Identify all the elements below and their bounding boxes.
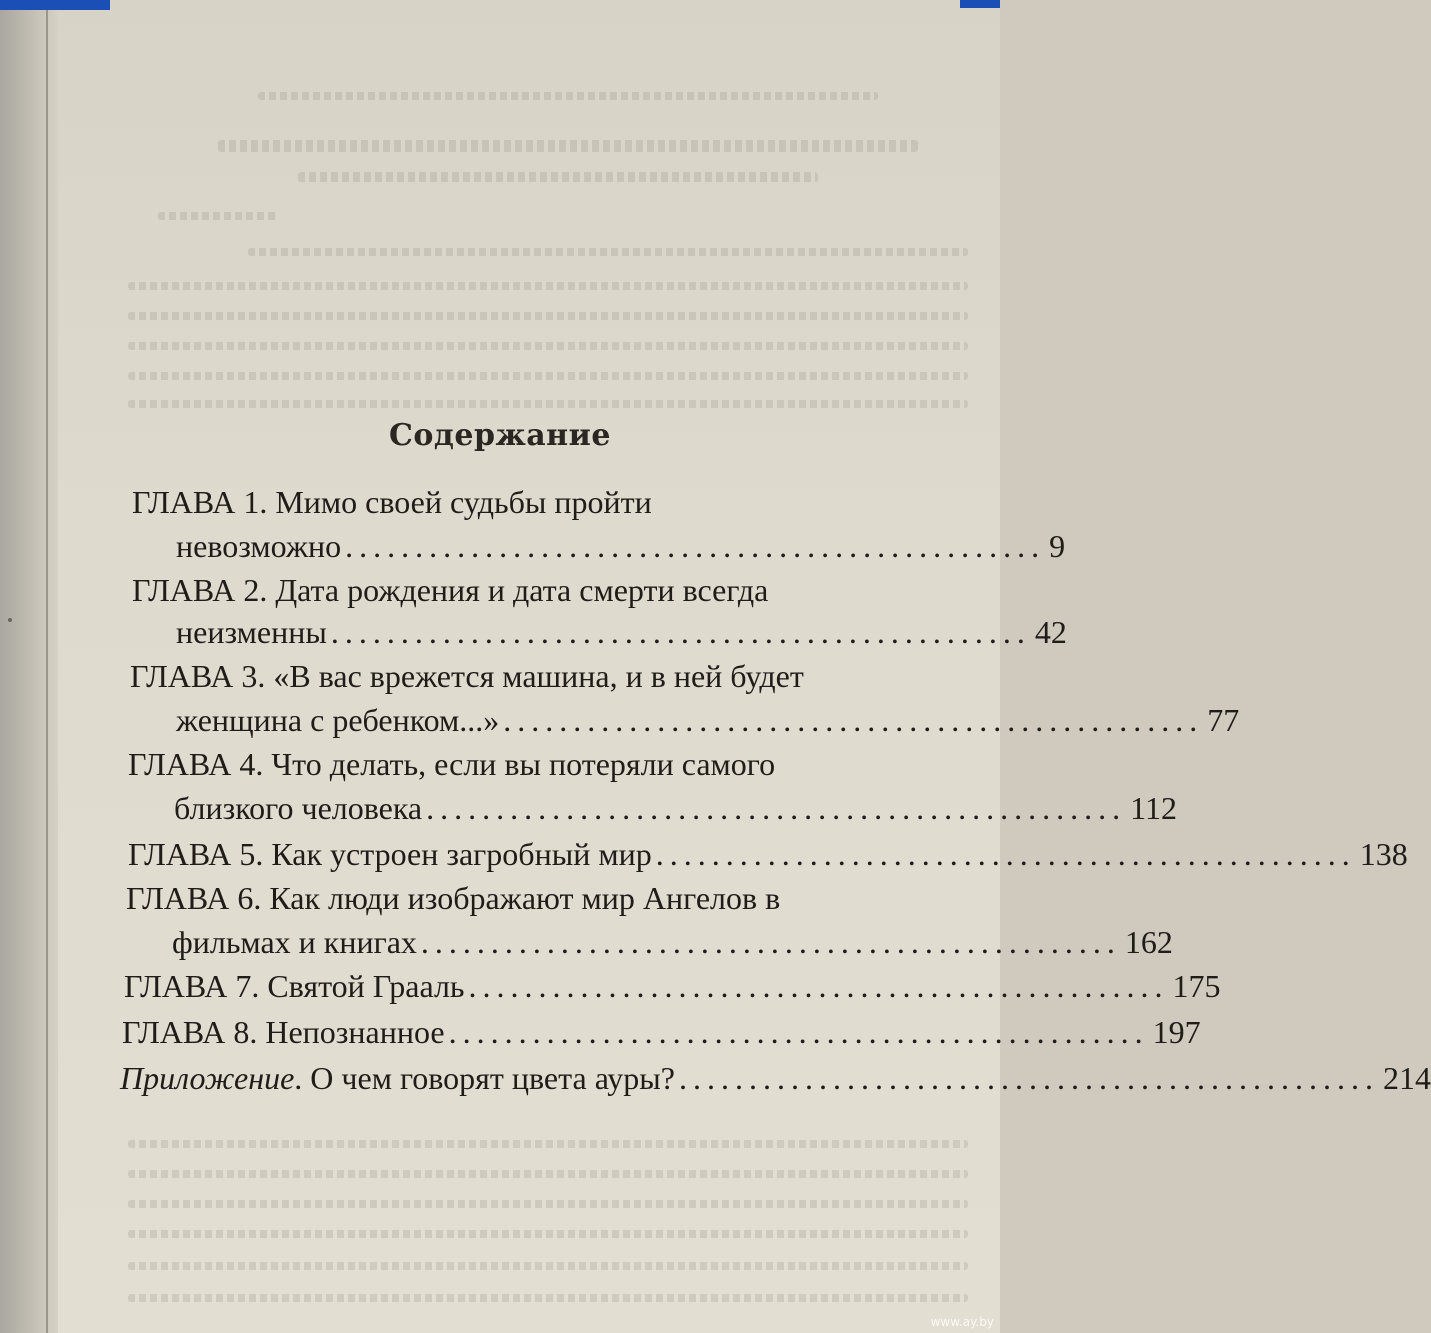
toc-entry: близкого человека .................................................. 112 [174, 790, 1177, 826]
page-number: 197 [1152, 1014, 1201, 1050]
toc-entry: неизменны .................................................. 42 [176, 614, 1067, 650]
toc-entry: ГЛАВА 7. Святой Грааль .................................................. 175 [124, 968, 1221, 1004]
toc-entry: ГЛАВА 5. Как устроен загробный мир .................................................. 138 [128, 836, 1408, 872]
site-watermark: www.ay.by [930, 1315, 994, 1329]
toc-entry-label: ГЛАВА 3. «В вас врежется машина, и в ней будет [130, 658, 804, 694]
page-number: 138 [1359, 836, 1408, 872]
page-number: 162 [1124, 924, 1173, 960]
page-number: 175 [1172, 968, 1221, 1004]
toc-entry: женщина с ребенком...» .................................................. 77 [176, 702, 1240, 738]
page-number: 42 [1034, 614, 1067, 650]
toc-entry: ГЛАВА 8. Непознанное .................................................. 197 [122, 1014, 1201, 1050]
page-number: 214 [1382, 1060, 1431, 1096]
toc-entry-label: ГЛАВА 2. Дата рождения и дата смерти всегда [132, 572, 769, 608]
toc-entry: фильмах и книгах .................................................. 162 [172, 924, 1173, 960]
page-number: 9 [1049, 528, 1066, 564]
toc-entry-label: ГЛАВА 4. Что делать, если вы потеряли самого [128, 746, 776, 782]
toc-title: Содержание [389, 418, 611, 453]
toc-entry-label: ГЛАВА 1. Мимо своей судьбы пройти [132, 484, 652, 520]
toc-entry-appendix: Приложение. О чем говорят цвета ауры? .................................................. 214 [120, 1060, 1431, 1096]
toc-entry-label: ГЛАВА 6. Как люди изображают мир Ангелов в [126, 880, 781, 916]
page-number: 77 [1207, 702, 1240, 738]
toc-entry: невозможно .................................................. 9 [176, 528, 1066, 564]
page-number: 112 [1130, 790, 1177, 826]
